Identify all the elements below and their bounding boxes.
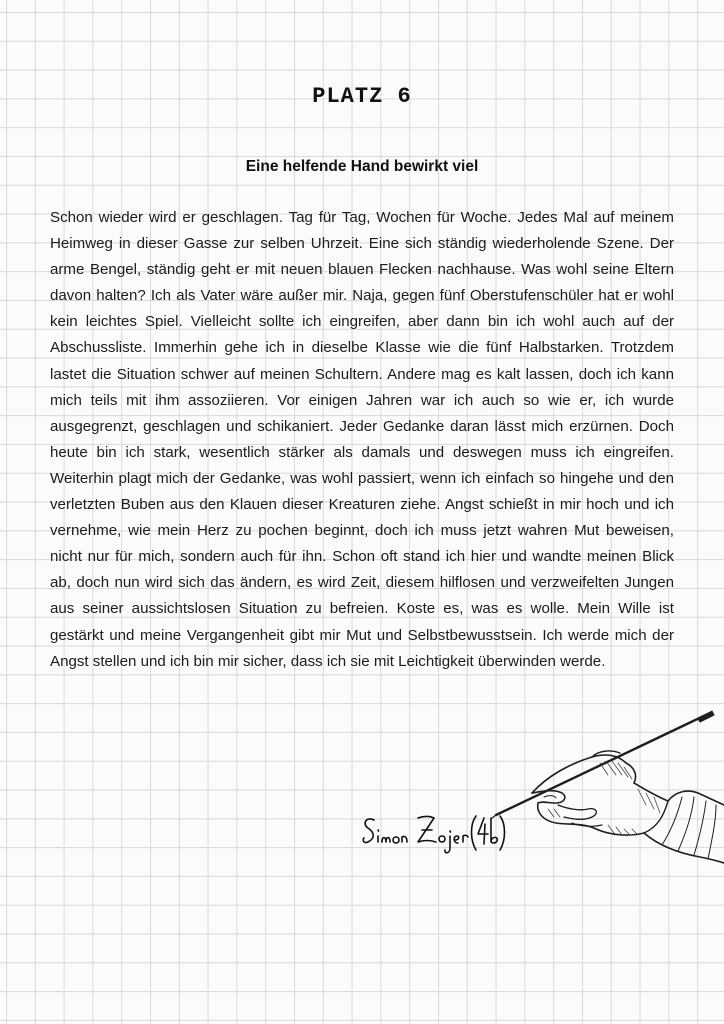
essay-subtitle: Eine helfende Hand bewirkt viel — [245, 158, 479, 175]
hand-writing-with-quill-illustration — [488, 705, 724, 875]
essay-body: Schon wieder wird er geschlagen. Tag für Tag, Wochen für Woche. Jedes Mal auf meinem Heimweg in dieser Gasse zur selben Uhrzeit. Eine sich ständig wiederholende Szene. Der arme Bengel, ständig geht er mit neuen blauen Flecken nachhause. Was wohl seine Eltern davon halten? Ich als Vater wäre außer mir. Naja, gegen fünf Oberstufenschüler hat er wohl kein leichtes Spiel. Vielleicht sollte ich eingreifen, aber dann bin ich wohl auch auf der Abschussliste. Immerhin gehe ich in dieselbe Klasse wie die fünf Halbstarken. Trotzdem lastet die Situation schwer auf meinen Schultern. Andere mag es kalt lassen, doch ich kann mich teils mit ihm assoziieren. Vor einigen Jahren war ich auch so wie er, ich wurde ausgegrenzt, geschlagen und schikaniert. Jeder Gedanke daran lässt mich erzürnen. Doch heute bin ich stark, wesentlich stärker als damals und deswegen muss ich eingreifen. Weiterhin plagt mich der Gedanke, was wohl passiert, wenn ich einfach so hingehe und den verletzten Buben aus den Klauen dieser Kreaturen ziehe. Angst schießt in mir hoch und ich vernehme, wie mein Herz zu pochen beginnt, doch ich muss jetzt wahren Mut beweisen, nicht nur für mich, sondern auch für ihn. Schon oft stand ich hier und wandte meinen Blick ab, doch nun wird sich das ändern, es wird Zeit, diesem hilflosen und verzweifelten Jungen aus seiner aussichtslosen Situation zu befreien. Koste es, was es wolle. Mein Wille ist gestärkt und meine Vergangenheit gibt mir Mut und Selbstbewusstsein. Ich werde mich der Angst stellen und ich bin mir sicher, dass ich sie mit Leichtigkeit überwinden werde. — [50, 209, 674, 670]
page-title: PLATZ 6 — [312, 84, 412, 109]
hand-writing-with-quill-icon — [488, 705, 724, 875]
